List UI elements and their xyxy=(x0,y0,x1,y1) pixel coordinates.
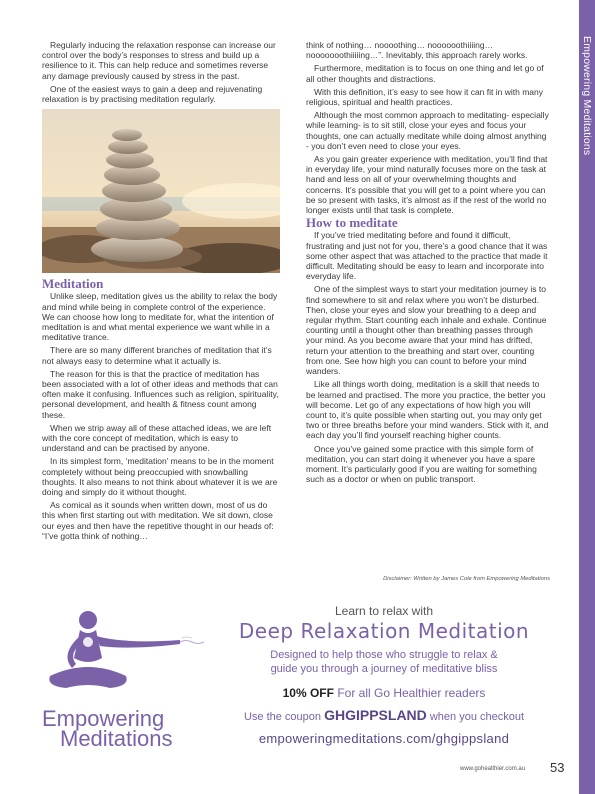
sidebar-label: Empowering Meditations xyxy=(581,36,593,156)
meditating-figure-logo xyxy=(30,606,210,711)
paragraph: think of nothing… noooothing… noooooothiiiing… nooooooothiiiiing…”. Inevitably, this approach rarely works. xyxy=(306,40,528,61)
paragraph: When we strip away all of these attached ideas, we are left with the core concept of meditation, which is easy to understand and can be practised by anyone. xyxy=(42,422,272,454)
sidebar-label-wrap xyxy=(579,36,595,176)
offer-text: For all Go Healthier readers xyxy=(337,686,486,700)
paragraph: As you gain greater experience with meditation, you’ll find that in everyday life, your mind naturally focuses more on the task at hand and less on all of your overwhelming thoughts and concerns. It’s possible that you will get to a point where you can be so present with tasks, it’s almost as if the rest of the world no longer exists until that task is complete. xyxy=(306,154,548,216)
paragraph: Although the most common approach to meditating- especially while learning- is to sit still, close your eyes and focus your thoughts, one can actually meditate while doing almost anything - you don’t even need to close your eyes. xyxy=(306,110,549,151)
ad-url[interactable]: empoweringmeditations.com/ghgippsland xyxy=(258,731,510,746)
paragraph: If you’ve tried meditating before and found it difficult, frustrating and just not for you, there’s a good chance that it was some other aspect that was attached to the practice that made it difficult. Meditating should be easy to learn and incorporate into everyday life. xyxy=(306,230,548,282)
right-column xyxy=(306,40,550,487)
left-column xyxy=(42,40,280,544)
ad-subtitle-2: guide you through a journey of meditative bliss xyxy=(270,663,498,675)
coupon-suffix: when you checkout xyxy=(429,711,525,723)
advertisement xyxy=(0,600,579,760)
paragraph: The reason for this is that the practice of meditation has been associated with a lot of other ideas and methods that can often make it confusing. Influences such as religion, spirituality, personal development, and health & fitness count among these. xyxy=(42,368,279,420)
ad-subtitle-1: Designed to help those who struggle to relax & xyxy=(270,649,498,661)
paragraph: Furthermore, meditation is to focus on one thing and let go of all other thoughts and distractions. xyxy=(306,63,544,84)
ad-coupon xyxy=(214,707,554,723)
paragraph: Unlike sleep, meditation gives us the ability to relax the body and mind while being in complete control of the experience. We can choose how long to meditate for, what the intention of meditation is and what mental experience we want while in a meditative trance. xyxy=(42,291,278,343)
paragraph: One of the easiest ways to gain a deep and rejuvenating relaxation is by practising meditation regularly. xyxy=(42,83,263,105)
logo-word-1: Empowering xyxy=(42,706,165,731)
paragraph: There are so many different branches of meditation that it’s not always easy to determine what it actually is. xyxy=(42,345,272,366)
ad-offer xyxy=(214,686,554,700)
offer-percent: 10% OFF xyxy=(282,686,334,700)
coupon-code: GHGIPPSLAND xyxy=(324,707,427,723)
paragraph: Once you’ve gained some practice with this simple form of meditation, you can start doing it whenever you have a spare moment. It’s particularly good if you are waiting for something such as a doctor or when on public transport. xyxy=(306,443,537,485)
paragraph: One of the simplest ways to start your meditation journey is to find somewhere to sit and relax where you won’t be disturbed. Then, close your eyes and slow your breathing to a deep and regular rhythm. Start counting each inhale and exhale. Continue counting until a thought other than breathing passes through your mind. As you become aware that your mind has drifted, return your attention to the breathing and start over, counting from one. See how high you can count to before your mind wanders. xyxy=(306,284,547,377)
section-heading: How to meditate xyxy=(306,215,398,231)
paragraph: Like all things worth doing, meditation is a skill that needs to be learned and practised. The more you practice, the better you will become. Let go of any expectations of how high you will count to, it’s quite possible when starting out, you may only get two or three breaths before your mind wanders. Stick with it, and each day you’ll find yourself reaching higher counts. xyxy=(306,379,549,441)
paragraph: With this definition, it’s easy to see how it can fit in with many religious, spiritual and health practices. xyxy=(306,86,543,108)
footer-site: www.gohealthier.com.au xyxy=(460,766,526,772)
section-heading: Meditation xyxy=(42,276,104,292)
ad-title: Deep Relaxation Meditation xyxy=(238,619,530,643)
paragraph: In its simplest form, ‘meditation’ means to be in the moment completely without being preoccupied with snowballing thoughts. It also means to not think about whatever it is we are doing and simply do it without thought. xyxy=(42,456,278,498)
ad-kicker: Learn to relax with xyxy=(334,604,434,618)
coupon-prefix: Use the coupon xyxy=(243,711,322,723)
paragraph: As comical as it sounds when written down, most of us do this when first starting out with meditation. We sit down, close our eyes and then have the repetitive thought in our heads of: “I’ve gotta think of nothing… xyxy=(42,500,274,541)
disclaimer: Disclaimer: Written by James Cole from Empowering Meditations xyxy=(383,576,550,582)
logo-word-2: Meditations xyxy=(60,726,173,751)
page-number: 53 xyxy=(550,760,565,775)
paragraph: Regularly inducing the relaxation response can increase our control over the body’s responses to stress and build up a resilience to it. This can help reduce and sometimes reverse any damage previously caused by stress in the past. xyxy=(42,40,276,81)
stacked-stones-photo xyxy=(42,109,280,273)
